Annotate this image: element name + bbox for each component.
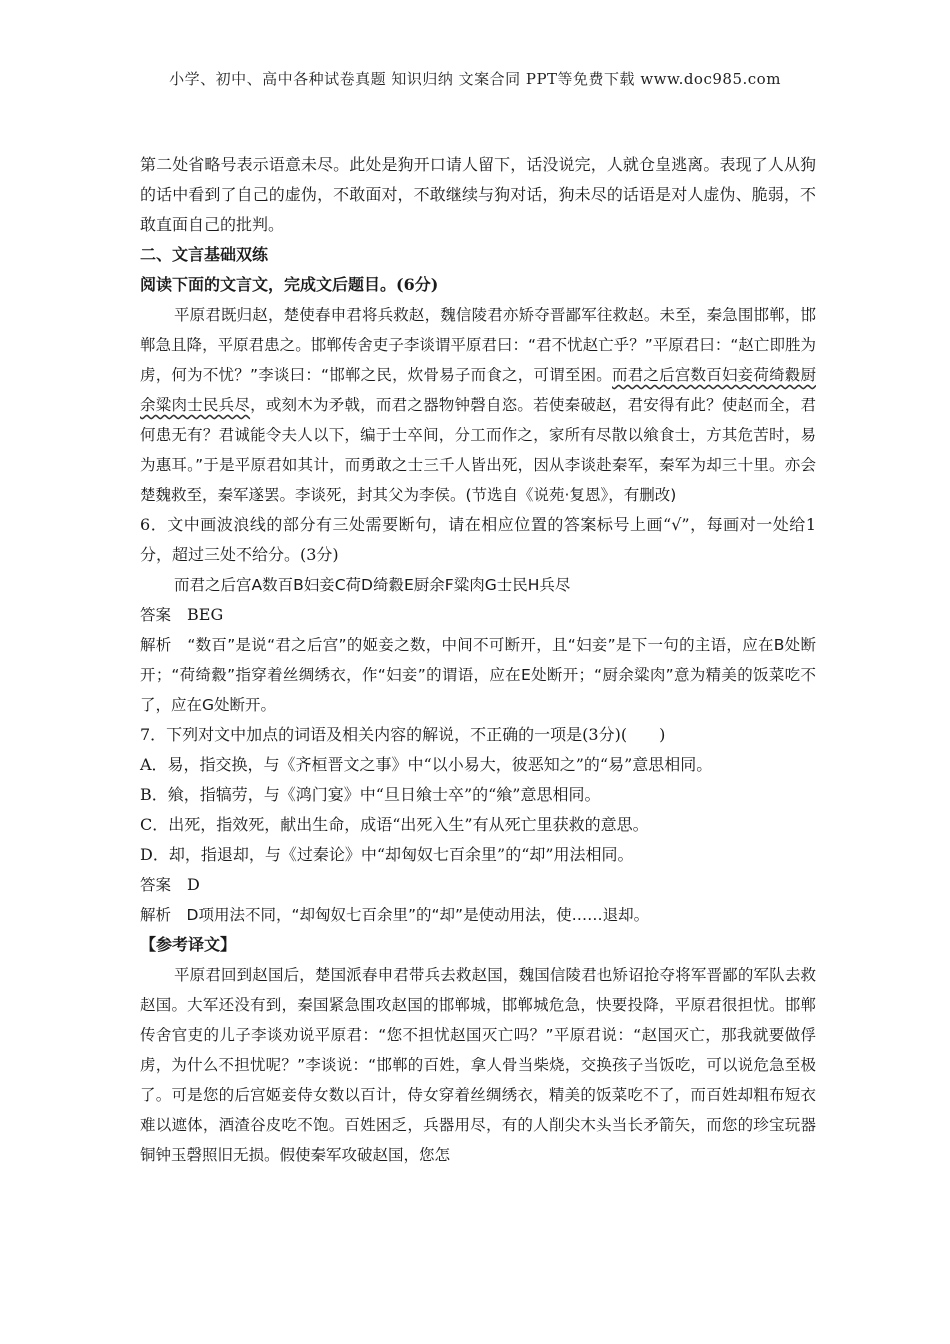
question-6-stem: 6．文中画波浪线的部分有三处需要断句，请在相应位置的答案标号上画“√”，每画对一处给1分，超过三处不给分。(3分) bbox=[140, 515, 816, 564]
question-6-analysis bbox=[140, 630, 816, 720]
section-title: 二、文言基础双练 bbox=[140, 245, 269, 264]
translation-title: 【参考译文】 bbox=[140, 935, 237, 954]
question-7-option-c: C．出死，指效死，献出生命，成语“出死入生”有从死亡里获救的意思。 bbox=[140, 815, 649, 834]
question-6-sentence: 而君之后宫A数百B妇妾C荷D绮縠E厨余F粱肉G士民H兵尽 bbox=[174, 576, 571, 594]
translation-text: 平原君回到赵国后，楚国派春申君带兵去救赵国，魏国信陵君也矫诏抢夺将军晋鄙的军队去救赵国。大军还没有到，秦国紧急围攻赵国的邯郸城，邯郸城危急，快要投降，平原君很担忧。邯郸传舍官吏的儿子李谈劝说平原君：“您不担忧赵国灭亡吗？”平原君说：“赵国灭亡，那我就要做俘虏，为什么不担忧呢？”李谈说：“邯郸的百姓，拿人骨当柴烧，交换孩子当饭吃，可以说危急至极了。可是您的后宫姬妾侍女数以百计，侍女穿着丝绸绣衣，精美的饭菜吃不了，而百姓却粗布短衣难以遮体，酒渣谷皮吃不饱。百姓困乏，兵器用尽，有的人削尖木头当长矛箭矢，而您的珍宝玩器铜钟玉磬照旧无损。假使秦军攻破赵国，您怎 bbox=[140, 966, 816, 1164]
passage-part-1: 平原君既归赵，楚使春申君将兵救赵，魏信陵君亦矫夺晋鄙军往救赵。未至，秦急围邯郸，邯郸急且降，平原君患之。邯郸传舍吏子李谈谓平原君曰：“君不忧赵亡乎？”平原君曰：“赵亡即胜为虏，何为不忧？”李谈曰：“邯郸之民，炊骨易子而食之，可谓至困。 bbox=[140, 306, 816, 384]
question-7-answer bbox=[140, 870, 816, 900]
question-6-answer bbox=[140, 600, 816, 630]
analysis-text: D项用法不同，“却匈奴七百余里”的“却”是使动用法，使……退却。 bbox=[186, 906, 650, 924]
answer-value: D bbox=[187, 875, 200, 894]
previous-analysis-paragraph: 第二处省略号表示语意未尽。此处是狗开口请人留下，话没说完，人就仓皇逃离。表现了人从狗的话中看到了自己的虚伪，不敢面对，不敢继续与狗对话，狗未尽的话语是对人虚伪、脆弱，不敢直面自己的批判。 bbox=[140, 155, 816, 234]
answer-label: 答案 bbox=[140, 606, 172, 624]
content-body bbox=[140, 150, 816, 1170]
wavy-underlined-segment: 而君之后宫数百妇妾荷绮縠厨余粱肉士民兵尽 bbox=[140, 366, 816, 414]
answer-value: BEG bbox=[187, 605, 224, 624]
classical-passage bbox=[140, 300, 816, 510]
analysis-label: 解析 bbox=[140, 906, 172, 924]
question-7-option-a: A．易，指交换，与《齐桓晋文之事》中“以小易大，彼恶知之”的“易”意思相同。 bbox=[140, 755, 713, 774]
passage-part-2: ，或刻木为矛戟，而君之器物钟磬自恣。若使秦破赵，君安得有此？使赵而全，君何患无有？君诚能令夫人以下，编于士卒间，分工而作之，家所有尽散以飨食士，方其危苦时，易为惠耳。”于是平原君如其计，而勇敢之士三千人皆出死，因从李谈赴秦军，秦军为却三十里。亦会楚魏救至，秦军遂罢。李谈死，封其父为李侯。(节选自《说苑·复恩》，有删改) bbox=[140, 396, 816, 504]
answer-label: 答案 bbox=[140, 876, 172, 894]
reading-instruction: 阅读下面的文言文，完成文后题目。(6分) bbox=[140, 275, 439, 294]
analysis-label: 解析 bbox=[140, 636, 172, 654]
question-7-option-b: B．飨，指犒劳，与《鸿门宴》中“旦日飨士卒”的“飨”意思相同。 bbox=[140, 785, 601, 804]
question-7-option-d: D．却，指退却，与《过秦论》中“却匈奴七百余里”的“却”用法相同。 bbox=[140, 845, 634, 864]
question-7-stem: 7．下列对文中加点的词语及相关内容的解说，不正确的一项是(3分)( ) bbox=[140, 725, 666, 744]
page-header: 小学、初中、高中各种试卷真题 知识归纳 文案合同 PPT等免费下载 www.doc985.com bbox=[169, 70, 781, 88]
analysis-text: “数百”是说“君之后宫”的姬妾之数，中间不可断开，且“妇妾”是下一句的主语，应在B处断开；“荷绮縠”指穿着丝绸绣衣，作“妇妾”的谓语，应在E处断开；“厨余粱肉”意为精美的饭菜吃不了，应在G处断开。 bbox=[140, 636, 816, 714]
question-7-analysis bbox=[140, 900, 816, 930]
